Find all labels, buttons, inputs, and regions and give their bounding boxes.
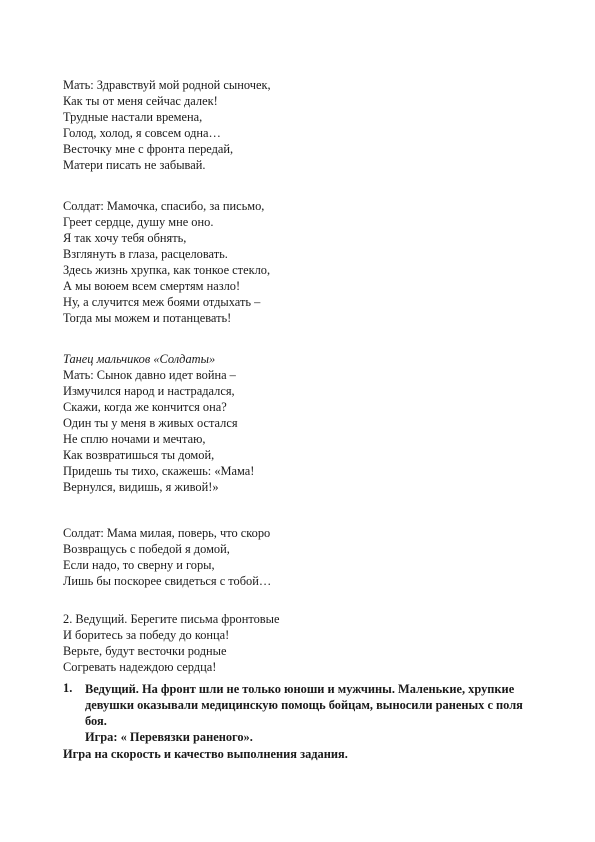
- verse-line: Вернулся, видишь, я живой!»: [63, 480, 219, 494]
- verse-line: Тогда мы можем и потанцевать!: [63, 311, 232, 325]
- verse-line: Трудные настали времена,: [63, 110, 203, 124]
- verse-line: Лишь бы поскорее свидеться с тобой…: [63, 574, 272, 588]
- verse-line: Матери писать не забывай.: [63, 158, 206, 172]
- mother-verse-2: [63, 351, 563, 495]
- verse-line: Измучился народ и настрадался,: [63, 384, 235, 398]
- verse-line: Ну, а случится меж боями отдыхать –: [63, 295, 261, 309]
- mother-verse-1: [63, 77, 563, 173]
- verse-line: Греет сердце, душу мне оно.: [63, 215, 214, 229]
- verse-line: Придешь ты тихо, скажешь: «Мама!: [63, 464, 255, 478]
- verse-line: И боритесь за победу до конца!: [63, 628, 230, 642]
- verse-line: Здесь жизнь хрупка, как тонкое стекло,: [63, 263, 271, 277]
- verse-line: Как возвратишься ты домой,: [63, 448, 215, 462]
- paragraph-line: девушки оказывали медицинскую помощь бойцам, выносили раненых с поля: [85, 698, 523, 712]
- list-item-text: [85, 681, 545, 729]
- verse-line: Согревать надеждою сердца!: [63, 660, 217, 674]
- verse-line: Если надо, то сверну и горы,: [63, 558, 215, 572]
- verse-line: Верьте, будут весточки родные: [63, 644, 227, 658]
- verse-line: Я так хочу тебя обнять,: [63, 231, 187, 245]
- verse-line: 2. Ведущий. Берегите письма фронтовые: [63, 612, 280, 626]
- soldier-verse-1: [63, 198, 563, 326]
- soldier-verse-2: [63, 525, 563, 589]
- verse-line: Один ты у меня в живых остался: [63, 416, 238, 430]
- host-verse: [63, 611, 563, 675]
- verse-line: Солдат: Мамочка, спасибо, за письмо,: [63, 199, 265, 213]
- verse-line: Весточку мне с фронта передай,: [63, 142, 234, 156]
- verse-line: Возвращусь с победой я домой,: [63, 542, 230, 556]
- verse-line: Солдат: Мама милая, поверь, что скоро: [63, 526, 271, 540]
- game-description: Игра на скорость и качество выполнения задания.: [63, 747, 348, 761]
- game-title: Игра: « Перевязки раненого».: [85, 730, 253, 744]
- verse-line: Голод, холод, я совсем одна…: [63, 126, 221, 140]
- verse-line: Мать: Здравствуй мой родной сыночек,: [63, 78, 271, 92]
- verse-line: Скажи, когда же кончится она?: [63, 400, 227, 414]
- verse-line: Взглянуть в глаза, расцеловать.: [63, 247, 228, 261]
- verse-line: Мать: Сынок давно идет война –: [63, 368, 236, 382]
- paragraph-line: Ведущий. На фронт шли не только юноши и мужчины. Маленькие, хрупкие: [85, 682, 515, 696]
- verse-line: А мы воюем всем смертям назло!: [63, 279, 241, 293]
- list-marker: 1.: [63, 681, 73, 695]
- paragraph-line: боя.: [85, 714, 107, 728]
- verse-line: Как ты от меня сейчас далек!: [63, 94, 218, 108]
- dance-stage-note: Танец мальчиков «Солдаты»: [63, 352, 216, 366]
- verse-line: Не сплю ночами и мечтаю,: [63, 432, 206, 446]
